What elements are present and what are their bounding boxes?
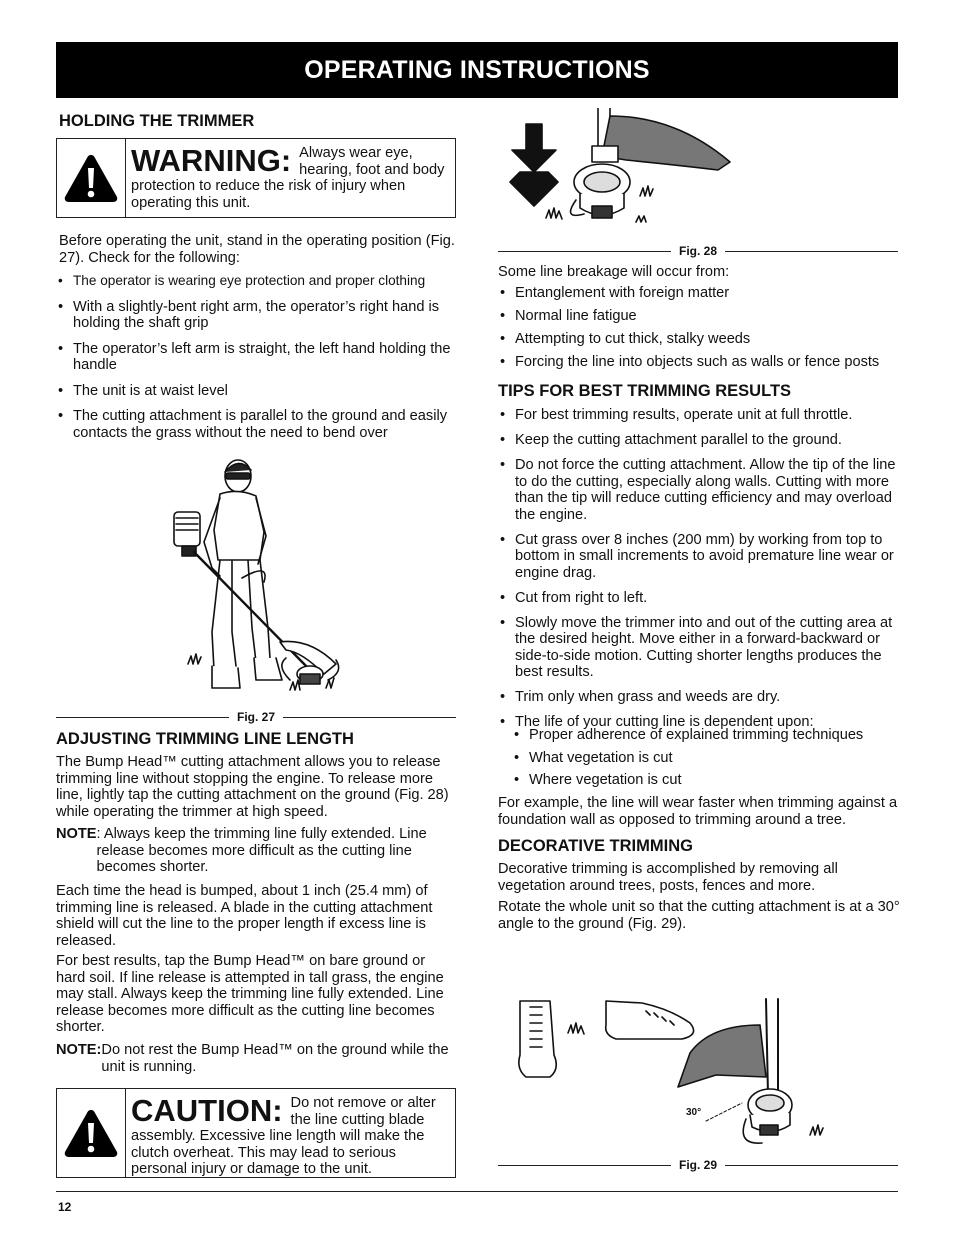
breakage-intro: Some line breakage will occur from: <box>498 264 730 280</box>
list-item: • The cutting attachment is parallel to the ground and easily contacts the grass without the need to bend over <box>56 408 458 441</box>
example-text: For example, the line will wear faster when trimming against a foundation wall as opposed to trimming around a tree. <box>498 795 898 828</box>
page-number: 12 <box>58 1200 72 1214</box>
footer-rule <box>56 1191 898 1192</box>
warning-triangle-icon <box>63 152 119 204</box>
list-item: • Trim only when grass and weeds are dry. <box>498 689 900 706</box>
warning-box <box>56 138 456 218</box>
fig29-caption: Fig. 29 <box>679 1158 718 1172</box>
note-2-label: NOTE: <box>56 1042 102 1058</box>
caution-word: CAUTION: <box>131 1093 283 1128</box>
list-item: • Forcing the line into objects such as walls or fence posts <box>498 354 900 371</box>
note-1-text: : Always keep the trimming line fully extended. Line release becomes more difficult as the cutting line becomes shorter. <box>96 826 427 875</box>
fig29-caption-row <box>498 1158 898 1172</box>
fig28-bump-head-illustration <box>506 108 736 236</box>
list-item: • What vegetation is cut <box>512 750 902 767</box>
warning-text-cell <box>126 139 455 217</box>
fig29-angle-label: 30° <box>686 1107 702 1118</box>
adjusting-paragraph-3: For best results, tap the Bump Head™ on bare ground or hard soil. If line release is attempted in tall grass, the engine may stall. Always keep the trimming line fully extended. Line release becomes more difficult as the cutting line becomes shorter. <box>56 953 444 1035</box>
holding-intro: Before operating the unit, stand in the operating position (Fig. 27). Check for the following: <box>59 233 455 266</box>
note-1-label: NOTE <box>56 826 97 842</box>
list-item: • The unit is at waist level <box>56 383 458 400</box>
fig27-caption: Fig. 27 <box>237 710 276 724</box>
warning-word: WARNING: <box>131 143 292 178</box>
list-item: • Entanglement with foreign matter <box>498 285 900 302</box>
warning-triangle-icon <box>63 1107 119 1159</box>
list-item: • Slowly move the trimmer into and out of the cutting area at the desired height. Move either in a forward-backward or side-to-side motion. Cutting shorter lengths produces the best results. <box>498 615 900 681</box>
list-item: • The life of your cutting line is dependent upon: <box>498 714 900 731</box>
holding-heading: HOLDING THE TRIMMER <box>59 112 255 130</box>
caution-text-cell <box>126 1089 455 1177</box>
adjusting-paragraph-2: Each time the head is bumped, about 1 inch (25.4 mm) of trimming line is released. A blade in the cutting attachment shield will cut the line to the proper length if excess line is released. <box>56 883 433 949</box>
warning-text: Always wear eye, hearing, foot and body protection to reduce the risk of injury when operating this unit. <box>131 145 445 211</box>
list-item: • The operator’s left arm is straight, the left hand holding the handle <box>56 341 458 374</box>
caution-icon-cell <box>57 1089 126 1177</box>
decorative-paragraph-2: Rotate the whole unit so that the cutting attachment is at a 30° angle to the ground (Fig. 29). <box>498 899 900 932</box>
list-item: • Where vegetation is cut <box>512 772 902 789</box>
list-item: • Normal line fatigue <box>498 308 900 325</box>
holding-bullets <box>56 273 458 441</box>
decorative-paragraph-1: Decorative trimming is accomplished by removing all vegetation around trees, posts, fences and more. <box>498 861 838 894</box>
list-item: • Proper adherence of explained trimming techniques <box>512 727 902 744</box>
adjusting-paragraph-1: The Bump Head™ cutting attachment allows you to release trimming line without stopping the engine. To release more line, lightly tap the cutting attachment on the ground (Fig. 28) while operating the trimmer at high speed. <box>56 754 449 820</box>
list-item: • Cut from right to left. <box>498 590 900 607</box>
page-banner <box>56 42 898 98</box>
fig27-operator-illustration <box>160 452 360 704</box>
list-item: • Attempting to cut thick, stalky weeds <box>498 331 900 348</box>
caution-box <box>56 1088 456 1178</box>
list-item: • The operator is wearing eye protection and proper clothing <box>56 273 458 290</box>
list-item: • For best trimming results, operate unit at full throttle. <box>498 407 900 424</box>
list-item: • Cut grass over 8 inches (200 mm) by working from top to bottom in small increments to avoid premature line wear or engine drag. <box>498 532 900 582</box>
adjusting-heading: ADJUSTING TRIMMING LINE LENGTH <box>56 730 354 748</box>
fig27-caption-row <box>56 710 456 724</box>
tips-bullets <box>498 407 900 731</box>
breakage-bullets <box>498 285 900 371</box>
fig28-caption-row <box>498 244 898 258</box>
caution-text: Do not remove or alter the line cutting blade assembly. Excessive line length will make the clutch overheat. This may lead to serious personal injury or damage to the unit. <box>131 1095 436 1177</box>
tips-heading: TIPS FOR BEST TRIMMING RESULTS <box>498 382 792 400</box>
list-item: • Keep the cutting attachment parallel to the ground. <box>498 432 900 449</box>
page-title: OPERATING INSTRUCTIONS <box>304 55 650 84</box>
warning-icon-cell <box>57 139 126 217</box>
fig28-caption: Fig. 28 <box>679 244 718 258</box>
note-2 <box>56 1042 458 1075</box>
fig29-decorative-trimming-illustration <box>510 995 840 1155</box>
note-2-text: Do not rest the Bump Head™ on the ground while the unit is running. <box>101 1042 449 1075</box>
decorative-heading: DECORATIVE TRIMMING <box>498 837 693 855</box>
list-item: • Do not force the cutting attachment. Allow the tip of the line to do the cutting, especially along walls. Cutting with more than the tip will reduce cutting efficiency and may overload the engine. <box>498 457 900 523</box>
note-1 <box>56 826 458 876</box>
list-item: • With a slightly-bent right arm, the operator’s right hand is holding the shaft grip <box>56 299 458 332</box>
life-sub-bullets <box>512 727 902 789</box>
